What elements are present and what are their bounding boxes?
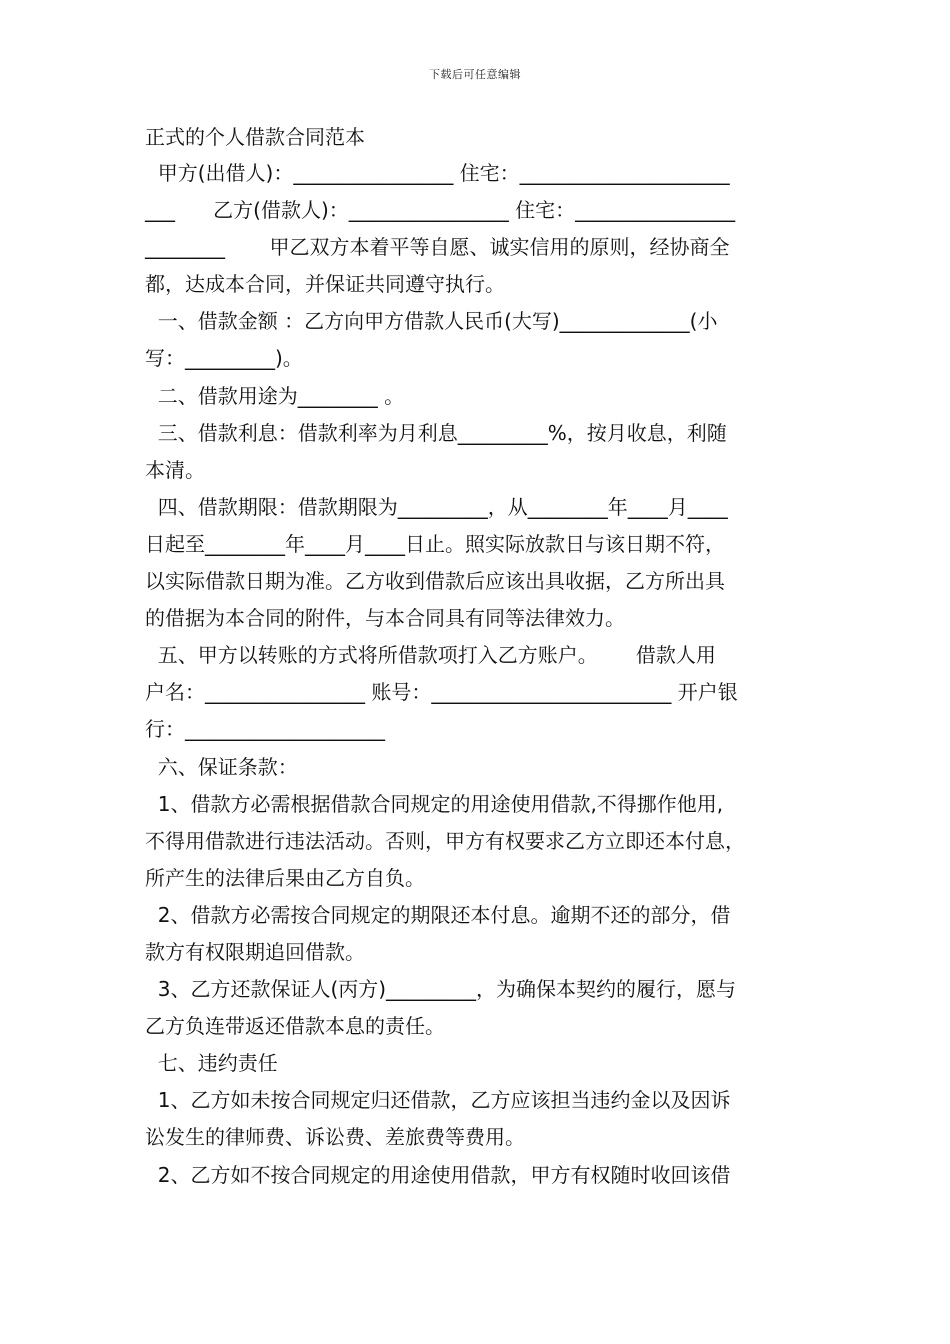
text-line: 本清。 xyxy=(145,457,205,482)
text-line: 四、借款期限：借款期限为_________，从________年____月____ xyxy=(145,494,728,519)
text-line: 1、乙方如未按合同规定归还借款，乙方应该担当违约金以及因诉 xyxy=(145,1088,731,1113)
page-header-note: 下载后可任意编辑 xyxy=(429,68,521,81)
text-line: ________ 甲乙双方本着平等自愿、诚实信用的原则，经协商全 xyxy=(145,235,730,260)
contract-body xyxy=(145,120,810,1194)
text-line: 1、借款方必需根据借款合同规定的用途使用借款,不得挪作他用, xyxy=(145,791,724,816)
text-line: 的借据为本合同的附件，与本合同具有同等法律效力。 xyxy=(145,606,625,631)
text-line: 二、借款用途为________ 。 xyxy=(145,383,405,408)
text-line: 讼发生的律师费、诉讼费、差旅费等费用。 xyxy=(145,1125,525,1150)
text-line: 一、借款金额 ：乙方向甲方借款人民币(大写)_____________(小 xyxy=(145,309,718,334)
text-line: 写：_________)。 xyxy=(145,346,303,371)
text-line: 以实际借款日期为准。乙方收到借款后应该出具收据，乙方所出具 xyxy=(145,569,725,594)
text-line: 日起至________年____月____日止。照实际放款日与该日期不符， xyxy=(145,531,725,556)
text-line: ___ 乙方(借款人)：________________ 住宅：________________ xyxy=(145,198,736,223)
text-line: 七、违约责任 xyxy=(145,1051,278,1076)
text-line: 五、甲方以转账的方式将所借款项打入乙方账户。 借款人用 xyxy=(145,643,716,668)
text-line: 户名：________________ 账号：________________________ 开户银 xyxy=(145,680,738,705)
text-line: 六、保证条款： xyxy=(145,754,298,779)
document-title: 正式的个人借款合同范本 xyxy=(145,125,365,149)
text-line: 3、乙方还款保证人(丙方)_________，为确保本契约的履行，愿与 xyxy=(145,977,737,1002)
text-line: 行：____________________ xyxy=(145,717,385,742)
text-line: 所产生的法律后果由乙方自负。 xyxy=(145,865,425,890)
text-line: 乙方负连带返还借款本息的责任。 xyxy=(145,1014,445,1039)
text-line: 款方有权限期追回借款。 xyxy=(145,939,365,964)
text-line: 三、借款利息：借款利率为月利息_________%，按月收息，利随 xyxy=(145,420,727,445)
text-line: 2、借款方必需按合同规定的期限还本付息。逾期不还的部分，借 xyxy=(145,902,731,927)
text-line: 甲方(出借人)：________________ 住宅：_____________________ xyxy=(145,161,730,185)
text-line: 都，达成本合同，并保证共同遵守执行。 xyxy=(145,272,505,297)
text-line: 不得用借款进行违法活动。否则，甲方有权要求乙方立即还本付息， xyxy=(145,828,745,853)
text-line: 2、乙方如不按合同规定的用途使用借款，甲方有权随时收回该借 xyxy=(145,1162,731,1187)
